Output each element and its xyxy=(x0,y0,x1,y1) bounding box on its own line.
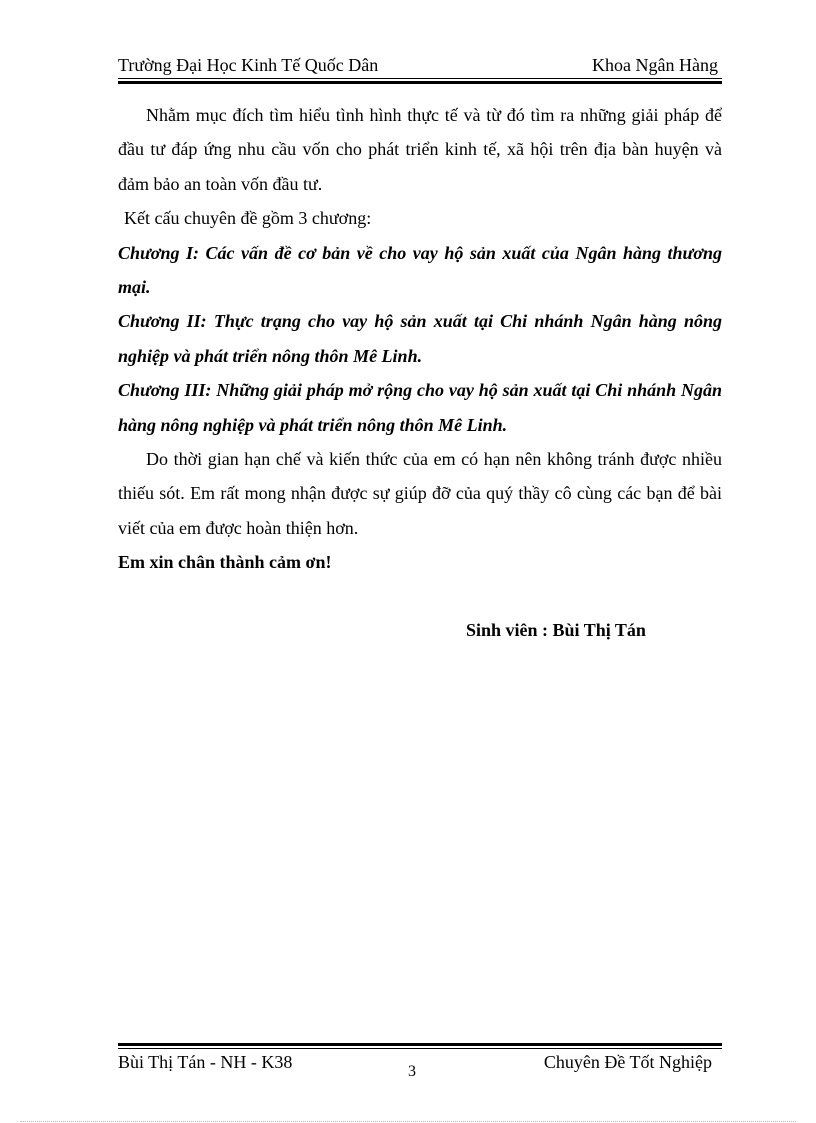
chapter-2: Chương II: Thực trạng cho vay hộ sản xuất tại Chi nhánh Ngân hàng nông nghiệp và phát triển nông thôn Mê Linh. xyxy=(118,311,722,366)
intro-paragraph: Nhằm mục đích tìm hiểu tình hình thực tế và từ đó tìm ra những giải pháp để đầu tư đáp ứng nhu cầu vốn cho phát triển kinh tế, xã hội trên địa bàn huyện và đảm bảo an toàn vốn đầu tư. xyxy=(118,105,722,194)
footer-author: Bùi Thị Tán - NH - K38 xyxy=(118,1052,293,1072)
page-number: 3 xyxy=(408,1063,416,1080)
thanks-line: Em xin chân thành cảm ơn! xyxy=(118,552,332,573)
chapter-3: Chương III: Những giải pháp mở rộng cho vay hộ sản xuất tại Chi nhánh Ngân hàng nông nghiệp và phát triển nông thôn Mê Linh. xyxy=(118,380,722,435)
page-edge-divider xyxy=(20,1121,796,1122)
header-school: Trường Đại Học Kinh Tế Quốc Dân xyxy=(118,55,379,75)
footer-rule-thin xyxy=(118,1048,722,1049)
page-footer xyxy=(118,1051,722,1081)
header-rule-thick xyxy=(118,81,722,84)
signature: Sinh viên : Bùi Thị Tán xyxy=(466,620,646,640)
chapter-1: Chương I: Các vấn đề cơ bản về cho vay hộ sản xuất của Ngân hàng thương mại. xyxy=(118,242,722,298)
header-rule-thin xyxy=(118,78,722,79)
footer-rule-thick xyxy=(118,1043,722,1046)
footer-doc-type: Chuyên Đề Tốt Nghiệp xyxy=(543,1052,712,1072)
page-header xyxy=(118,52,720,78)
document-body xyxy=(118,98,722,580)
structure-paragraph: Kết cấu chuyên đề gồm 3 chương: xyxy=(124,208,372,229)
header-faculty: Khoa Ngân Hàng xyxy=(592,55,718,75)
apology-paragraph: Do thời gian hạn chế và kiến thức của em có hạn nên không tránh được nhiều thiếu sót. Em rất mong nhận được sự giúp đỡ của quý thầy cô cùng các bạn để bài viết của em được hoàn thiện hơn. xyxy=(118,449,722,538)
